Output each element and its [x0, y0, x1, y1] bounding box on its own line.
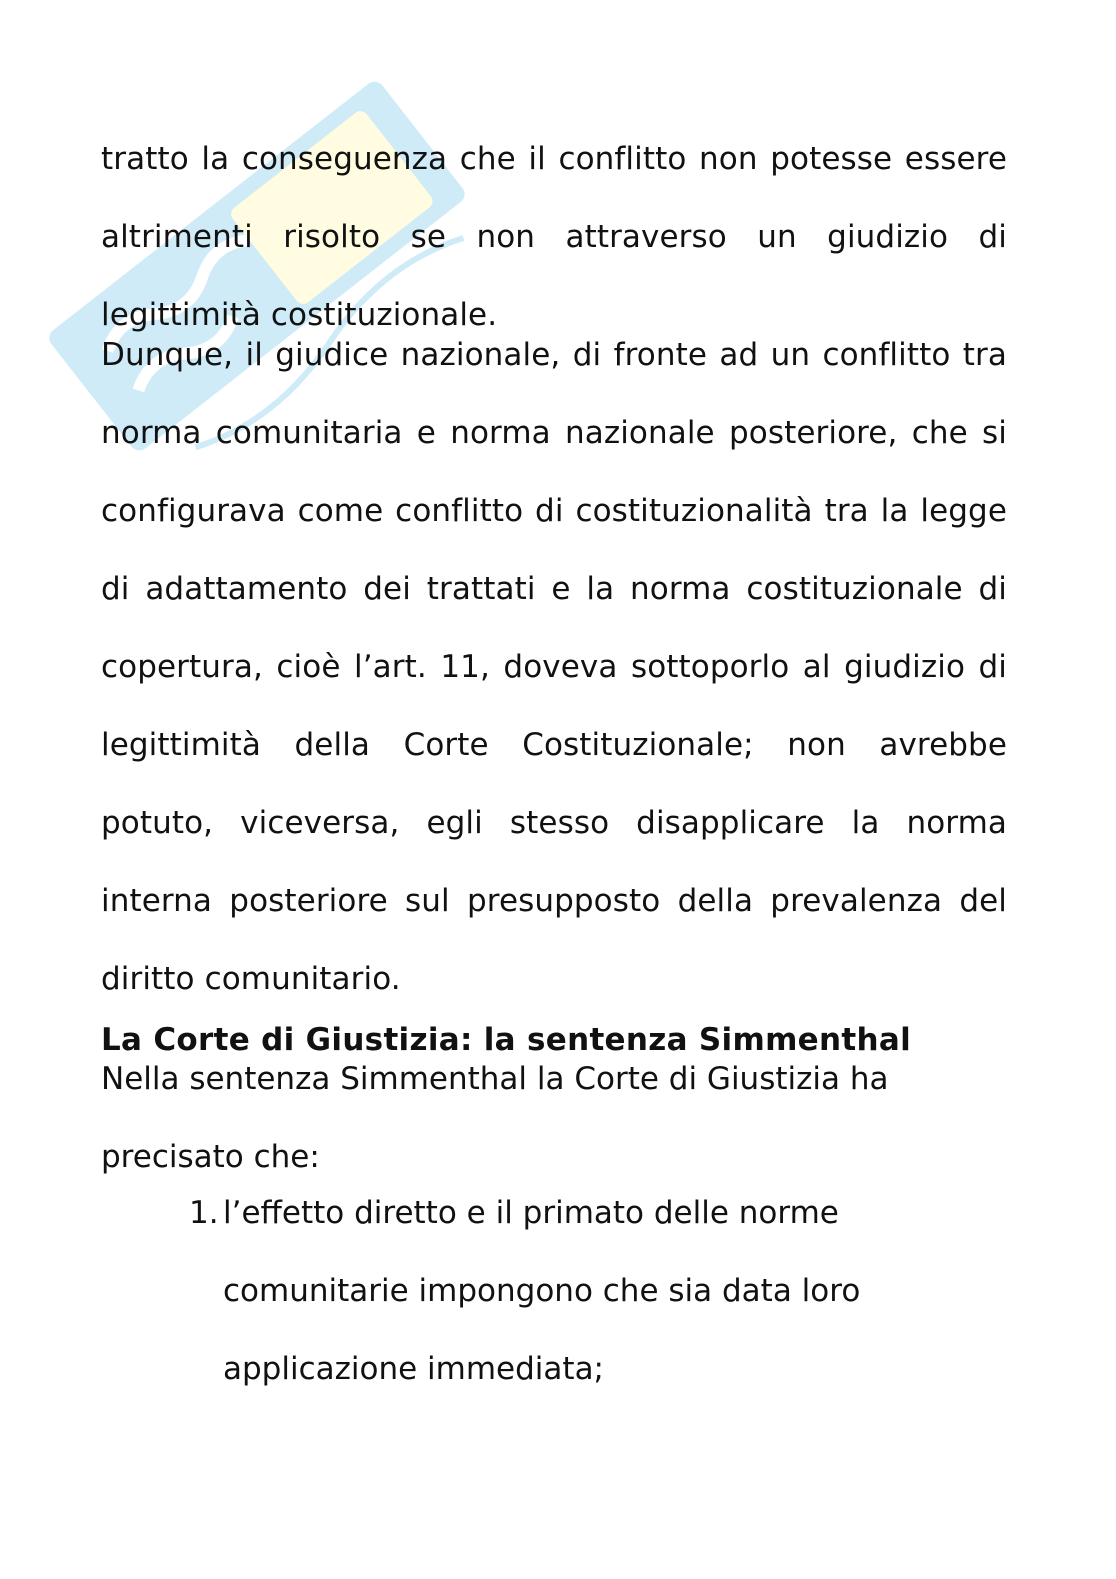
document-page [101, 120, 1007, 1408]
paragraph-3: Nella sentenza Simmenthal la Corte di Giustizia ha precisato che: [101, 1061, 889, 1175]
numbered-list [101, 1174, 1007, 1408]
paragraph-1: tratto la conseguenza che il conflitto non potesse essere altrimenti risolto se non attraverso un giudizio di legittimità costituzionale. [101, 141, 1007, 333]
section-heading: La Corte di Giustizia: la sentenza Simmenthal [101, 1022, 911, 1058]
list-item-text: l’effetto diretto e il primato delle norme comunitarie impongono che sia data loro applicazione immediata; [223, 1195, 861, 1387]
list-item-number: 1. [189, 1195, 219, 1231]
list-item [101, 1174, 923, 1408]
paragraph-2: Dunque, il giudice nazionale, di fronte ad un conflitto tra norma comunitaria e norma nazionale posteriore, che si configurava come conflitto di costituzionalità tra la legge di adattamento dei trattati e la norma costituzionale di copertura, cioè l’art. 11, doveva sottoporlo al giudizio di legittimità della Corte Costituzionale; non avrebbe potuto, viceversa, egli stesso disapplicare la norma interna posteriore sul presupposto della prevalenza del diritto comunitario. [101, 337, 1007, 997]
